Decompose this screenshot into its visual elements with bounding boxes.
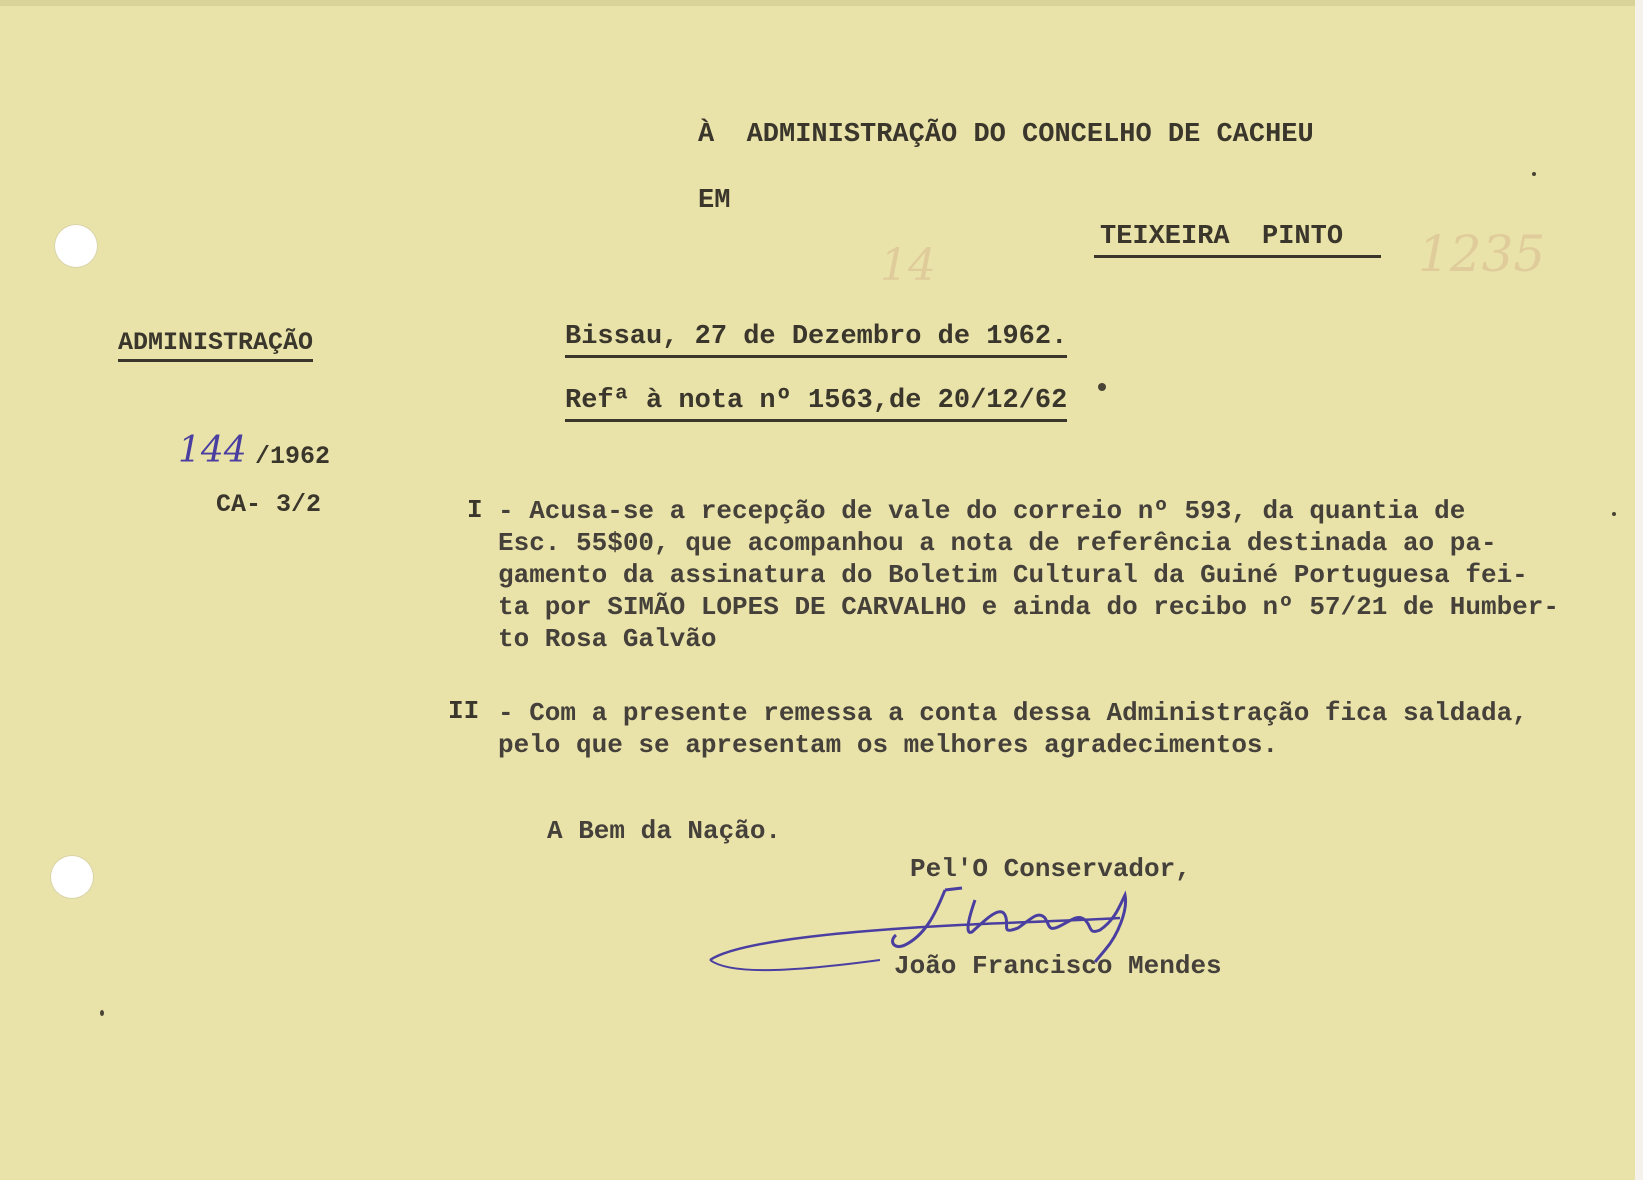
faint-pencil-number: 14	[880, 240, 936, 291]
faint-pencil-number: 1235	[1418, 225, 1546, 283]
sender-office: ADMINISTRAÇÃO	[118, 330, 313, 362]
paragraph-2-line: pelo que se apresentam os melhores agradecimentos.	[498, 730, 1279, 760]
paragraph-2-line: - Com a presente remessa a conta dessa Administração fica saldada,	[498, 698, 1528, 728]
paper-right-edge	[1635, 0, 1643, 1180]
signature-for-line: Pel'O Conservador,	[910, 854, 1191, 884]
reference-code: CA- 3/2	[216, 490, 322, 519]
paper-top-edge	[0, 0, 1643, 6]
paper-speck	[1612, 512, 1616, 516]
paragraph-1-line: gamento da assinatura do Boletim Cultural da Guiné Portuguesa fei-	[498, 560, 1528, 590]
addressee-place: TEIXEIRA PINTO	[1094, 224, 1381, 258]
paragraph-1-line: to Rosa Galvão	[498, 624, 717, 654]
paragraph-1-line: - Acusa-se a recepção de vale do correio nº 593, da quantia de	[498, 496, 1466, 526]
punch-hole-top	[54, 224, 98, 268]
paper-speck	[1532, 172, 1536, 176]
salutation: A Bem da Nação.	[547, 816, 782, 846]
reference-line: Refª à nota nº 1563,de 20/12/62	[565, 388, 1067, 422]
signatory-name: João Francisco Mendes	[894, 951, 1222, 981]
punch-hole-bottom	[50, 855, 94, 899]
paragraph-1-line: Esc. 55$00, que acompanhou a nota de referência destinada ao pa-	[498, 528, 1497, 558]
paragraph-1-line: ta por SIMÃO LOPES DE CARVALHO e ainda do recibo nº 57/21 de Humber-	[498, 592, 1559, 622]
date-line: Bissau, 27 de Dezembro de 1962.	[565, 324, 1067, 358]
handwritten-number: 144	[178, 430, 247, 471]
addressee-line: À ADMINISTRAÇÃO DO CONCELHO DE CACHEU	[698, 120, 1314, 150]
paper-speck	[100, 1010, 104, 1016]
paragraph-2-number: II	[448, 696, 480, 726]
reference-year: /1962	[255, 442, 331, 471]
addressee-prefix: EM	[698, 186, 731, 216]
ink-spot	[1098, 383, 1106, 391]
paragraph-1-number: I	[467, 495, 483, 525]
